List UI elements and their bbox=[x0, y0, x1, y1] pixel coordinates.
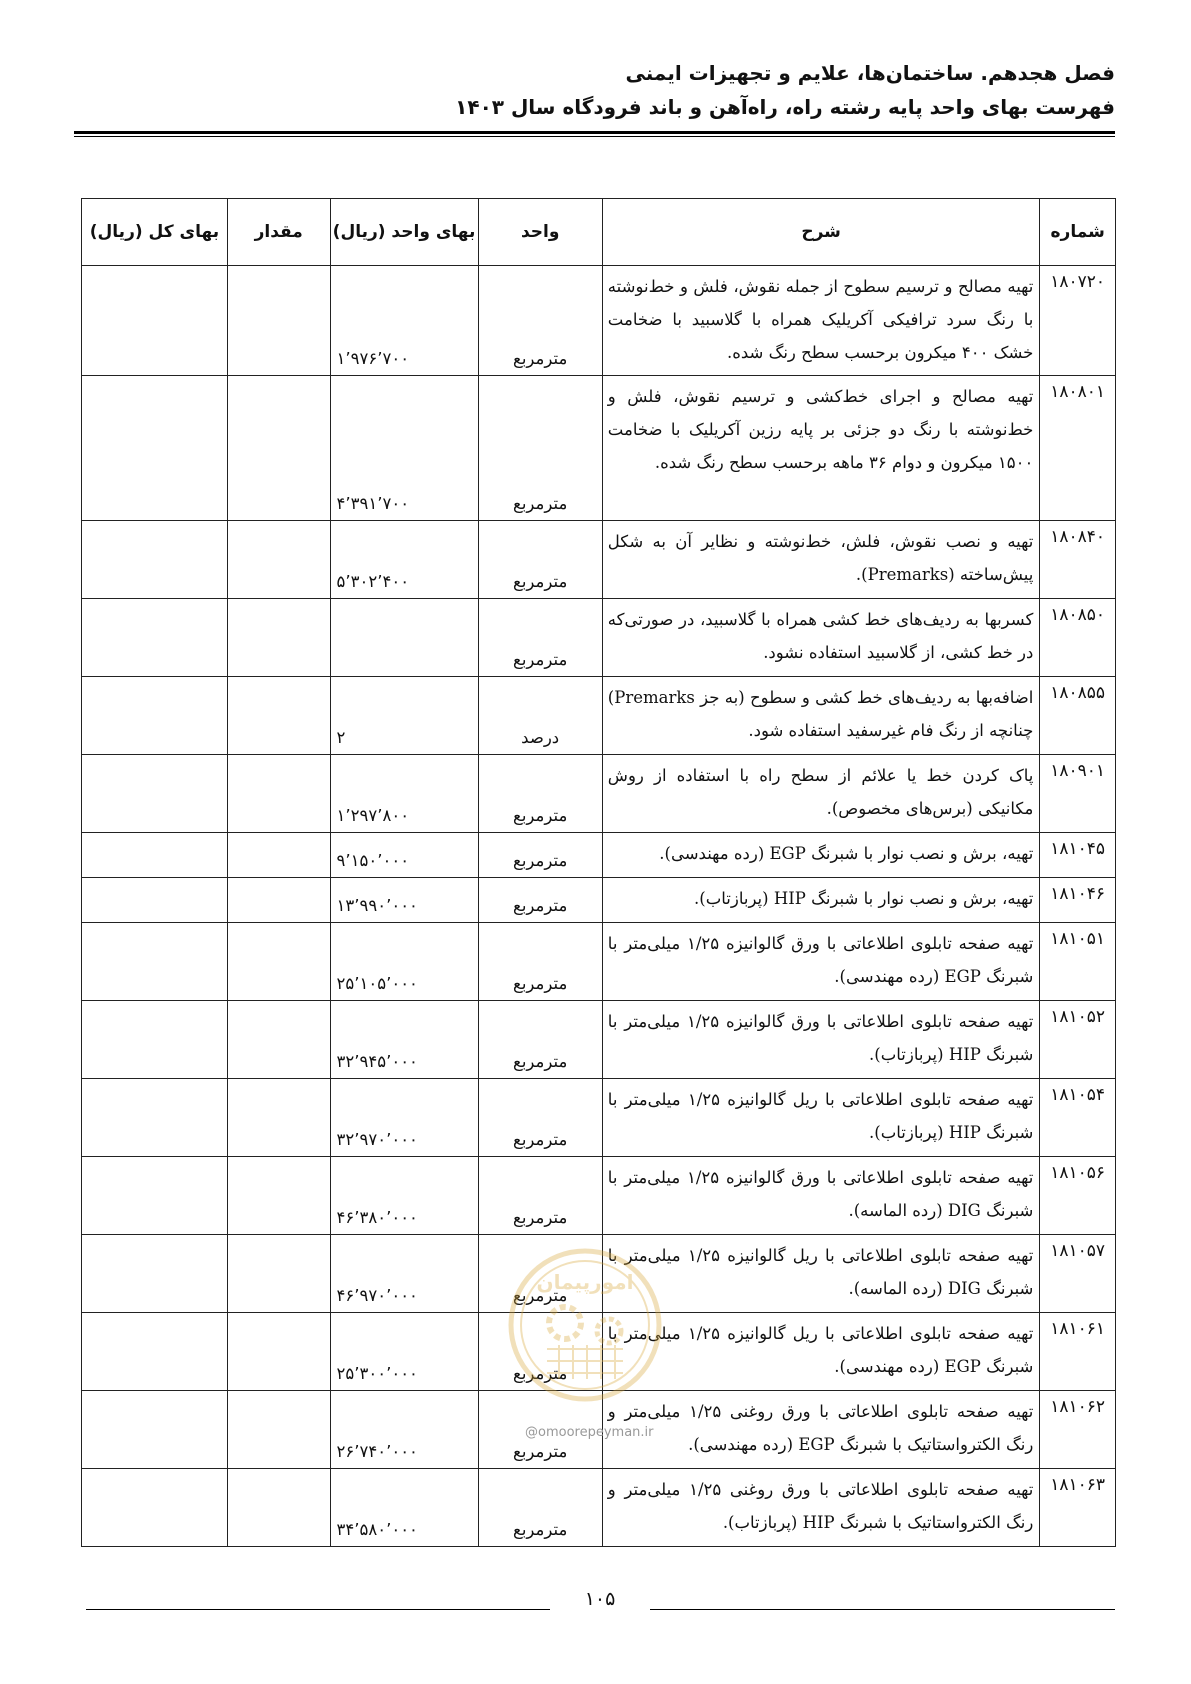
page-header bbox=[76, 56, 1115, 124]
col-header-unit: واحد bbox=[478, 199, 602, 266]
item-total-price bbox=[82, 923, 228, 1001]
table-row bbox=[82, 1235, 1116, 1313]
item-unit-price: ۳۲٬۹۴۵٬۰۰۰ bbox=[330, 1001, 478, 1079]
item-unit-price: ۱٬۲۹۷٬۸۰۰ bbox=[330, 755, 478, 833]
item-unit: مترمربع bbox=[478, 1079, 602, 1157]
item-total-price bbox=[82, 266, 228, 376]
item-total-price bbox=[82, 1313, 228, 1391]
item-description: تهیه صفحه تابلوی اطلاعاتی با ورق گالوانیزه ۱/۲۵ میلی‌متر با شبرنگ DIG (رده الماسه). bbox=[602, 1157, 1040, 1235]
table-row bbox=[82, 677, 1116, 755]
item-code: ۱۸۱۰۵۲ bbox=[1040, 1001, 1116, 1079]
item-quantity bbox=[227, 1391, 330, 1469]
header-rule-thin bbox=[74, 136, 1115, 137]
item-unit-price: ۱٬۹۷۶٬۷۰۰ bbox=[330, 266, 478, 376]
table-row bbox=[82, 923, 1116, 1001]
item-quantity bbox=[227, 677, 330, 755]
item-total-price bbox=[82, 878, 228, 923]
item-total-price bbox=[82, 1079, 228, 1157]
item-total-price bbox=[82, 1235, 228, 1313]
item-unit-price: ۱۳٬۹۹۰٬۰۰۰ bbox=[330, 878, 478, 923]
item-quantity bbox=[227, 755, 330, 833]
item-unit: مترمربع bbox=[478, 1001, 602, 1079]
item-total-price bbox=[82, 755, 228, 833]
item-code: ۱۸۰۸۵۰ bbox=[1040, 599, 1116, 677]
col-header-code: شماره bbox=[1040, 199, 1116, 266]
item-quantity bbox=[227, 1157, 330, 1235]
item-code: ۱۸۱۰۴۶ bbox=[1040, 878, 1116, 923]
footer-rule-left bbox=[86, 1609, 550, 1610]
item-unit-price bbox=[330, 599, 478, 677]
item-total-price bbox=[82, 599, 228, 677]
item-unit: مترمربع bbox=[478, 1235, 602, 1313]
col-header-description: شرح bbox=[602, 199, 1040, 266]
item-quantity bbox=[227, 1469, 330, 1547]
item-code: ۱۸۱۰۶۳ bbox=[1040, 1469, 1116, 1547]
item-quantity bbox=[227, 599, 330, 677]
item-unit-price: ۵٬۳۰۲٬۴۰۰ bbox=[330, 521, 478, 599]
item-code: ۱۸۱۰۶۲ bbox=[1040, 1391, 1116, 1469]
item-unit: درصد bbox=[478, 677, 602, 755]
item-description: تهیه، برش و نصب نوار با شبرنگ EGP (رده مهندسی). bbox=[602, 833, 1040, 878]
item-quantity bbox=[227, 1235, 330, 1313]
item-description: تهیه صفحه تابلوی اطلاعاتی با ریل گالوانیزه ۱/۲۵ میلی‌متر با شبرنگ HIP (پربازتاب). bbox=[602, 1079, 1040, 1157]
item-code: ۱۸۱۰۵۶ bbox=[1040, 1157, 1116, 1235]
item-description: تهیه و نصب نقوش، فلش، خط‌نوشته و نظایر آن به شکل پیش‌ساخته (Premarks). bbox=[602, 521, 1040, 599]
item-total-price bbox=[82, 677, 228, 755]
item-description: تهیه صفحه تابلوی اطلاعاتی با ورق روغنی ۱/۲۵ میلی‌متر و رنگ الکترواستاتیک با شبرنگ HIP (پربازتاب). bbox=[602, 1469, 1040, 1547]
table-row bbox=[82, 1001, 1116, 1079]
table-body bbox=[82, 266, 1116, 1547]
item-code: ۱۸۰۸۵۵ bbox=[1040, 677, 1116, 755]
col-header-total-price: بهای کل (ریال) bbox=[82, 199, 228, 266]
table-header-row bbox=[82, 199, 1116, 266]
item-code: ۱۸۰۷۲۰ bbox=[1040, 266, 1116, 376]
item-code: ۱۸۰۹۰۱ bbox=[1040, 755, 1116, 833]
table-row bbox=[82, 878, 1116, 923]
footer-rule-right bbox=[650, 1609, 1115, 1610]
item-unit-price: ۴٬۳۹۱٬۷۰۰ bbox=[330, 376, 478, 521]
item-unit-price: ۹٬۱۵۰٬۰۰۰ bbox=[330, 833, 478, 878]
item-unit: مترمربع bbox=[478, 1313, 602, 1391]
table-row bbox=[82, 266, 1116, 376]
item-unit: مترمربع bbox=[478, 833, 602, 878]
item-code: ۱۸۰۸۰۱ bbox=[1040, 376, 1116, 521]
table-row bbox=[82, 1313, 1116, 1391]
item-total-price bbox=[82, 1469, 228, 1547]
item-code: ۱۸۰۸۴۰ bbox=[1040, 521, 1116, 599]
table-row bbox=[82, 1469, 1116, 1547]
price-list-title: فهرست بهای واحد پایه رشته راه، راه‌آهن و باند فرودگاه سال ۱۴۰۳ bbox=[455, 95, 1115, 119]
item-unit-price: ۳۴٬۵۸۰٬۰۰۰ bbox=[330, 1469, 478, 1547]
item-quantity bbox=[227, 266, 330, 376]
item-unit-price: ۳۲٬۹۷۰٬۰۰۰ bbox=[330, 1079, 478, 1157]
item-quantity bbox=[227, 1313, 330, 1391]
page-number: ۱۰۵ bbox=[584, 1588, 616, 1610]
item-unit: مترمربع bbox=[478, 923, 602, 1001]
table-row bbox=[82, 521, 1116, 599]
col-header-unit-price: بهای واحد (ریال) bbox=[330, 199, 478, 266]
item-description: تهیه صفحه تابلوی اطلاعاتی با ریل گالوانیزه ۱/۲۵ میلی‌متر با شبرنگ DIG (رده الماسه). bbox=[602, 1235, 1040, 1313]
item-code: ۱۸۱۰۶۱ bbox=[1040, 1313, 1116, 1391]
item-unit-price: ۲۶٬۷۴۰٬۰۰۰ bbox=[330, 1391, 478, 1469]
item-total-price bbox=[82, 376, 228, 521]
item-description: پاک کردن خط یا علائم از سطح راه با استفاده از روش مکانیکی (برس‌های مخصوص). bbox=[602, 755, 1040, 833]
item-total-price bbox=[82, 1157, 228, 1235]
item-total-price bbox=[82, 833, 228, 878]
col-header-quantity: مقدار bbox=[227, 199, 330, 266]
item-description: تهیه مصالح و ترسیم سطوح از جمله نقوش، فلش و خط‌نوشته با رنگ سرد ترافیکی آکریلیک همراه با گلاسبید با ضخامت خشک ۴۰۰ میکرون برحسب سطح رنگ شده. bbox=[602, 266, 1040, 376]
header-rule-thick bbox=[74, 131, 1115, 134]
chapter-title: فصل هجدهم. ساختمان‌ها، علایم و تجهیزات ایمنی bbox=[625, 61, 1115, 85]
item-code: ۱۸۱۰۵۴ bbox=[1040, 1079, 1116, 1157]
item-total-price bbox=[82, 521, 228, 599]
item-unit-price: ۲ bbox=[330, 677, 478, 755]
item-quantity bbox=[227, 878, 330, 923]
watermark-logo-text: امورپیمان bbox=[536, 1270, 634, 1294]
table-row bbox=[82, 833, 1116, 878]
item-total-price bbox=[82, 1391, 228, 1469]
item-unit: مترمربع bbox=[478, 376, 602, 521]
item-unit: مترمربع bbox=[478, 599, 602, 677]
item-quantity bbox=[227, 376, 330, 521]
item-unit-price: ۴۶٬۹۷۰٬۰۰۰ bbox=[330, 1235, 478, 1313]
item-unit: مترمربع bbox=[478, 755, 602, 833]
table-row bbox=[82, 1079, 1116, 1157]
item-quantity bbox=[227, 1079, 330, 1157]
item-unit-price: ۲۵٬۳۰۰٬۰۰۰ bbox=[330, 1313, 478, 1391]
item-quantity bbox=[227, 833, 330, 878]
item-unit: مترمربع bbox=[478, 878, 602, 923]
item-quantity bbox=[227, 521, 330, 599]
item-description: تهیه صفحه تابلوی اطلاعاتی با ریل گالوانیزه ۱/۲۵ میلی‌متر با شبرنگ EGP (رده مهندسی). bbox=[602, 1313, 1040, 1391]
item-unit-price: ۴۶٬۳۸۰٬۰۰۰ bbox=[330, 1157, 478, 1235]
item-description: تهیه صفحه تابلوی اطلاعاتی با ورق روغنی ۱/۲۵ میلی‌متر و رنگ الکترواستاتیک با شبرنگ EGP (رده مهندسی). bbox=[602, 1391, 1040, 1469]
item-unit: مترمربع bbox=[478, 521, 602, 599]
item-quantity bbox=[227, 1001, 330, 1079]
item-unit: مترمربع bbox=[478, 266, 602, 376]
item-quantity bbox=[227, 923, 330, 1001]
table-row bbox=[82, 755, 1116, 833]
item-code: ۱۸۱۰۴۵ bbox=[1040, 833, 1116, 878]
item-unit: مترمربع bbox=[478, 1157, 602, 1235]
table-row bbox=[82, 376, 1116, 521]
item-code: ۱۸۱۰۵۱ bbox=[1040, 923, 1116, 1001]
item-description: تهیه صفحه تابلوی اطلاعاتی با ورق گالوانیزه ۱/۲۵ میلی‌متر با شبرنگ HIP (پربازتاب). bbox=[602, 1001, 1040, 1079]
item-description: تهیه، برش و نصب نوار با شبرنگ HIP (پربازتاب). bbox=[602, 878, 1040, 923]
item-unit-price: ۲۵٬۱۰۵٬۰۰۰ bbox=[330, 923, 478, 1001]
item-unit: مترمربع bbox=[478, 1469, 602, 1547]
item-description: اضافه‌بها به ردیف‌های خط کشی و سطوح (به جز Premarks) چنانچه از رنگ فام غیرسفید استفاده شود. bbox=[602, 677, 1040, 755]
item-description: تهیه مصالح و اجرای خط‌کشی و ترسیم نقوش، فلش و خط‌نوشته با رنگ دو جزئی بر پایه رزین آکریلیک با ضخامت ۱۵۰۰ میکرون و دوام ۳۶ ماهه برحسب سطح رنگ شده. bbox=[602, 376, 1040, 521]
item-unit: مترمربع bbox=[478, 1391, 602, 1469]
table-row bbox=[82, 1157, 1116, 1235]
item-code: ۱۸۱۰۵۷ bbox=[1040, 1235, 1116, 1313]
table-row bbox=[82, 599, 1116, 677]
price-table bbox=[81, 198, 1116, 1547]
item-description: تهیه صفحه تابلوی اطلاعاتی با ورق گالوانیزه ۱/۲۵ میلی‌متر با شبرنگ EGP (رده مهندسی). bbox=[602, 923, 1040, 1001]
item-total-price bbox=[82, 1001, 228, 1079]
watermark-text: @omoorepeyman.ir bbox=[525, 1425, 654, 1440]
item-description: کسربها به ردیف‌های خط کشی همراه با گلاسبید، در صورتی‌که در خط کشی، از گلاسبید استفاده نشود. bbox=[602, 599, 1040, 677]
